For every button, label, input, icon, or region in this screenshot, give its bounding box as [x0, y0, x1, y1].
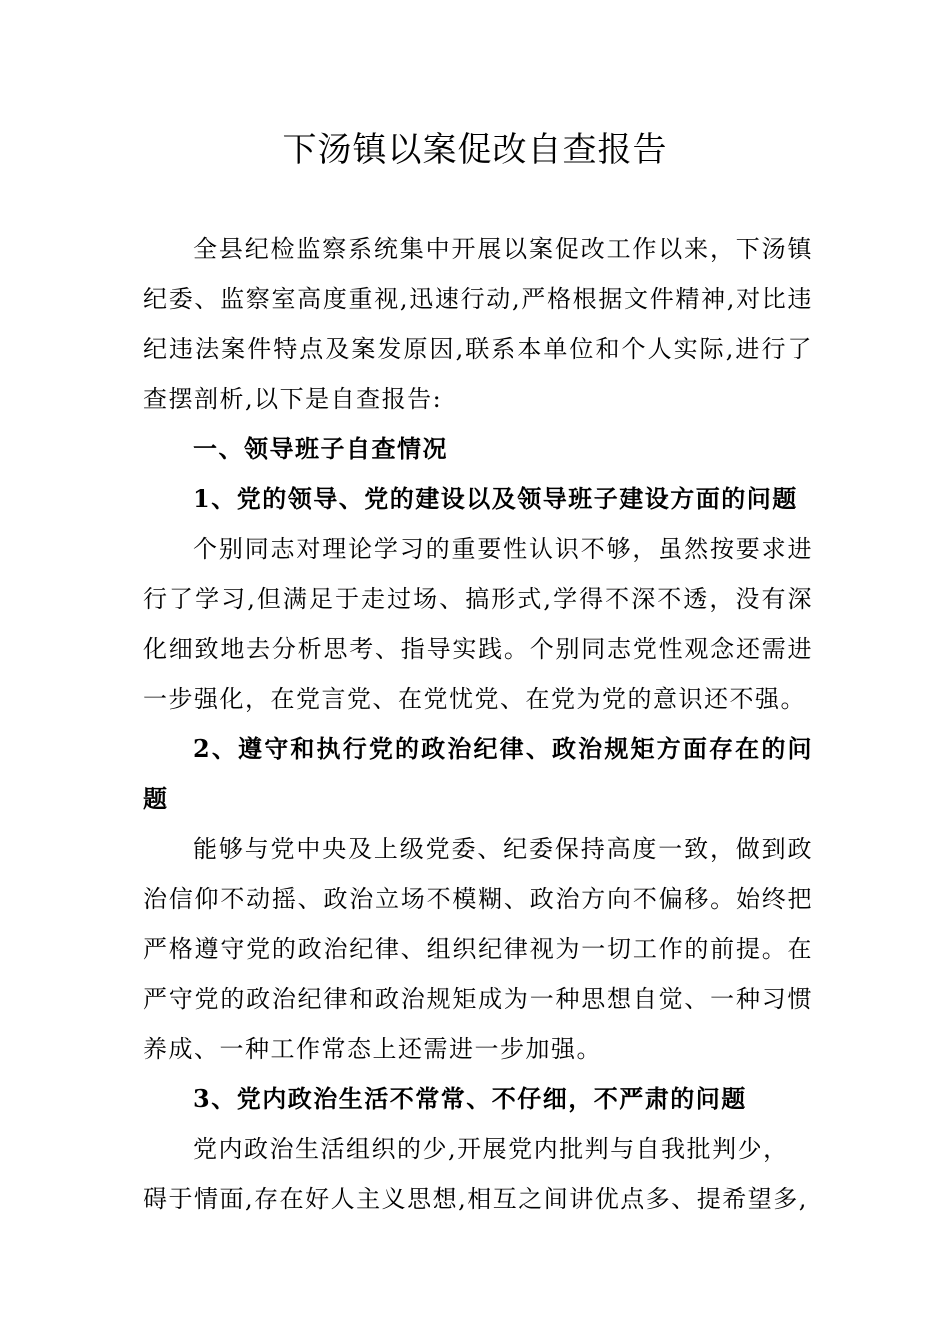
document-body	[143, 224, 813, 1124]
item-paragraph-3-line-2: 碍于情面,存在好人主义思想,相互之间讲优点多、提希望多,	[143, 1185, 808, 1213]
item-heading-1: 1、党的领导、党的建设以及领导班子建设方面的问题	[193, 484, 798, 513]
item-paragraph-1: 个别同志对理论学习的重要性认识不够，虽然按要求进行了学习,但满足于走过场、搞形式,学得不深不透，没有深化细致地去分析思考、指导实践。个别同志党性观念还需进一步强化，在党言党、在党忧党、在党为党的意识还不强。	[143, 535, 813, 713]
item-heading-3: 3、党内政治生活不常常、不仔细，不严肃的问题	[193, 1084, 747, 1113]
item-paragraph-3-line-1: 党内政治生活组织的少,开展党内批判与自我批判少，	[193, 1135, 789, 1163]
intro-paragraph: 全县纪检监察系统集中开展以案促改工作以来，下汤镇纪委、监察室高度重视,迅速行动,严格根据文件精神,对比违纪违法案件特点及案发原因,联系本单位和个人实际,进行了查摆剖析,以下是自查报告:	[143, 235, 813, 413]
item-paragraph-2: 能够与党中央及上级党委、纪委保持高度一致，做到政治信仰不动摇、政治立场不模糊、政治方向不偏移。始终把严格遵守党的政治纪律、组织纪律视为一切工作的前提。在严守党的政治纪律和政治规矩成为一种思想自觉、一种习惯养成、一种工作常态上还需进一步加强。	[143, 835, 813, 1063]
section-heading-1: 一、领导班子自查情况	[193, 434, 448, 463]
document-title: 下汤镇以案促改自查报告	[282, 130, 668, 170]
item-heading-2: 2、遵守和执行党的政治纪律、政治规矩方面存在的问题	[143, 734, 813, 813]
